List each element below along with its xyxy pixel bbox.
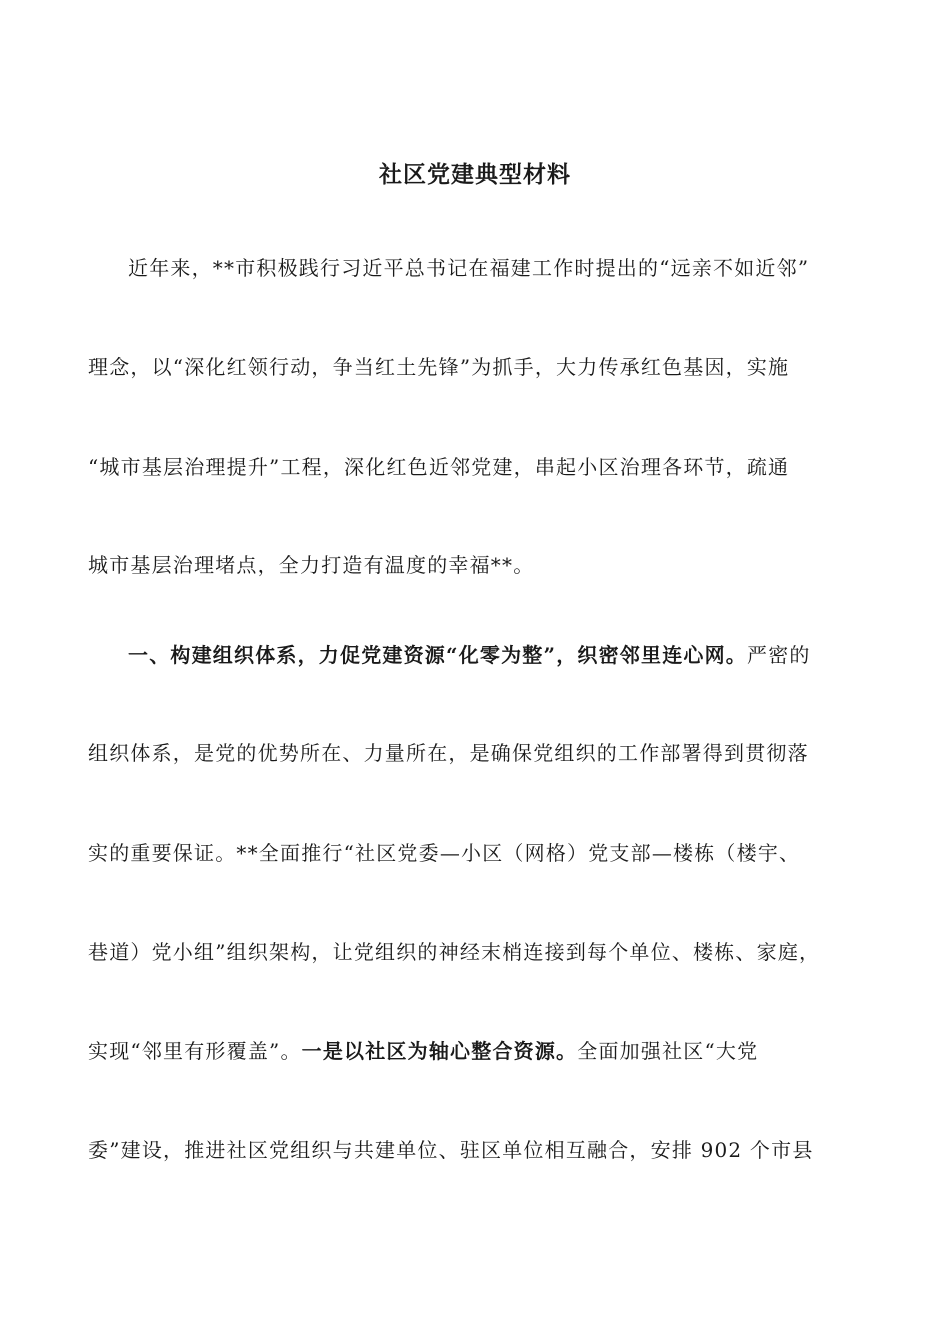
line-text: 全面加强社区“大党 (577, 1039, 759, 1063)
line-text: 实现“邻里有形覆盖”。 (88, 1039, 302, 1063)
paragraph-line: 委”建设，推进社区党组织与共建单位、驻区单位相互融合，安排 902 个市县 (88, 1138, 814, 1162)
paragraph-line: 理念，以“深化红领行动，争当红土先锋”为抓手，大力传承红色基因，实施 (88, 355, 790, 379)
paragraph-line (88, 1036, 878, 1066)
section-heading-line (128, 640, 878, 670)
section-heading: 一、构建组织体系，力促党建资源“化零为整”，织密邻里连心网。 (128, 643, 748, 667)
document-title: 社区党建典型材料 (379, 161, 571, 188)
paragraph-line: 近年来，**市积极践行习近平总书记在福建工作时提出的“远亲不如近邻” (128, 256, 810, 280)
paragraph-line: “城市基层治理提升”工程，深化红色近邻党建，串起小区治理各环节，疏通 (88, 455, 790, 479)
paragraph-line: 巷道）党小组”组织架构，让党组织的神经末梢连接到每个单位、楼栋、家庭， (88, 940, 821, 964)
section-heading-tail: 严密的 (747, 643, 811, 667)
subheading: 一是以社区为轴心整合资源。 (301, 1039, 578, 1063)
paragraph-line: 城市基层治理堵点，全力打造有温度的幸福**。 (88, 553, 535, 577)
paragraph-line: 组织体系，是党的优势所在、力量所在，是确保党组织的工作部署得到贯彻落 (88, 741, 809, 765)
paragraph-line: 实的重要保证。**全面推行“社区党委—小区（网格）党支部—楼栋（楼宇、 (88, 841, 801, 865)
